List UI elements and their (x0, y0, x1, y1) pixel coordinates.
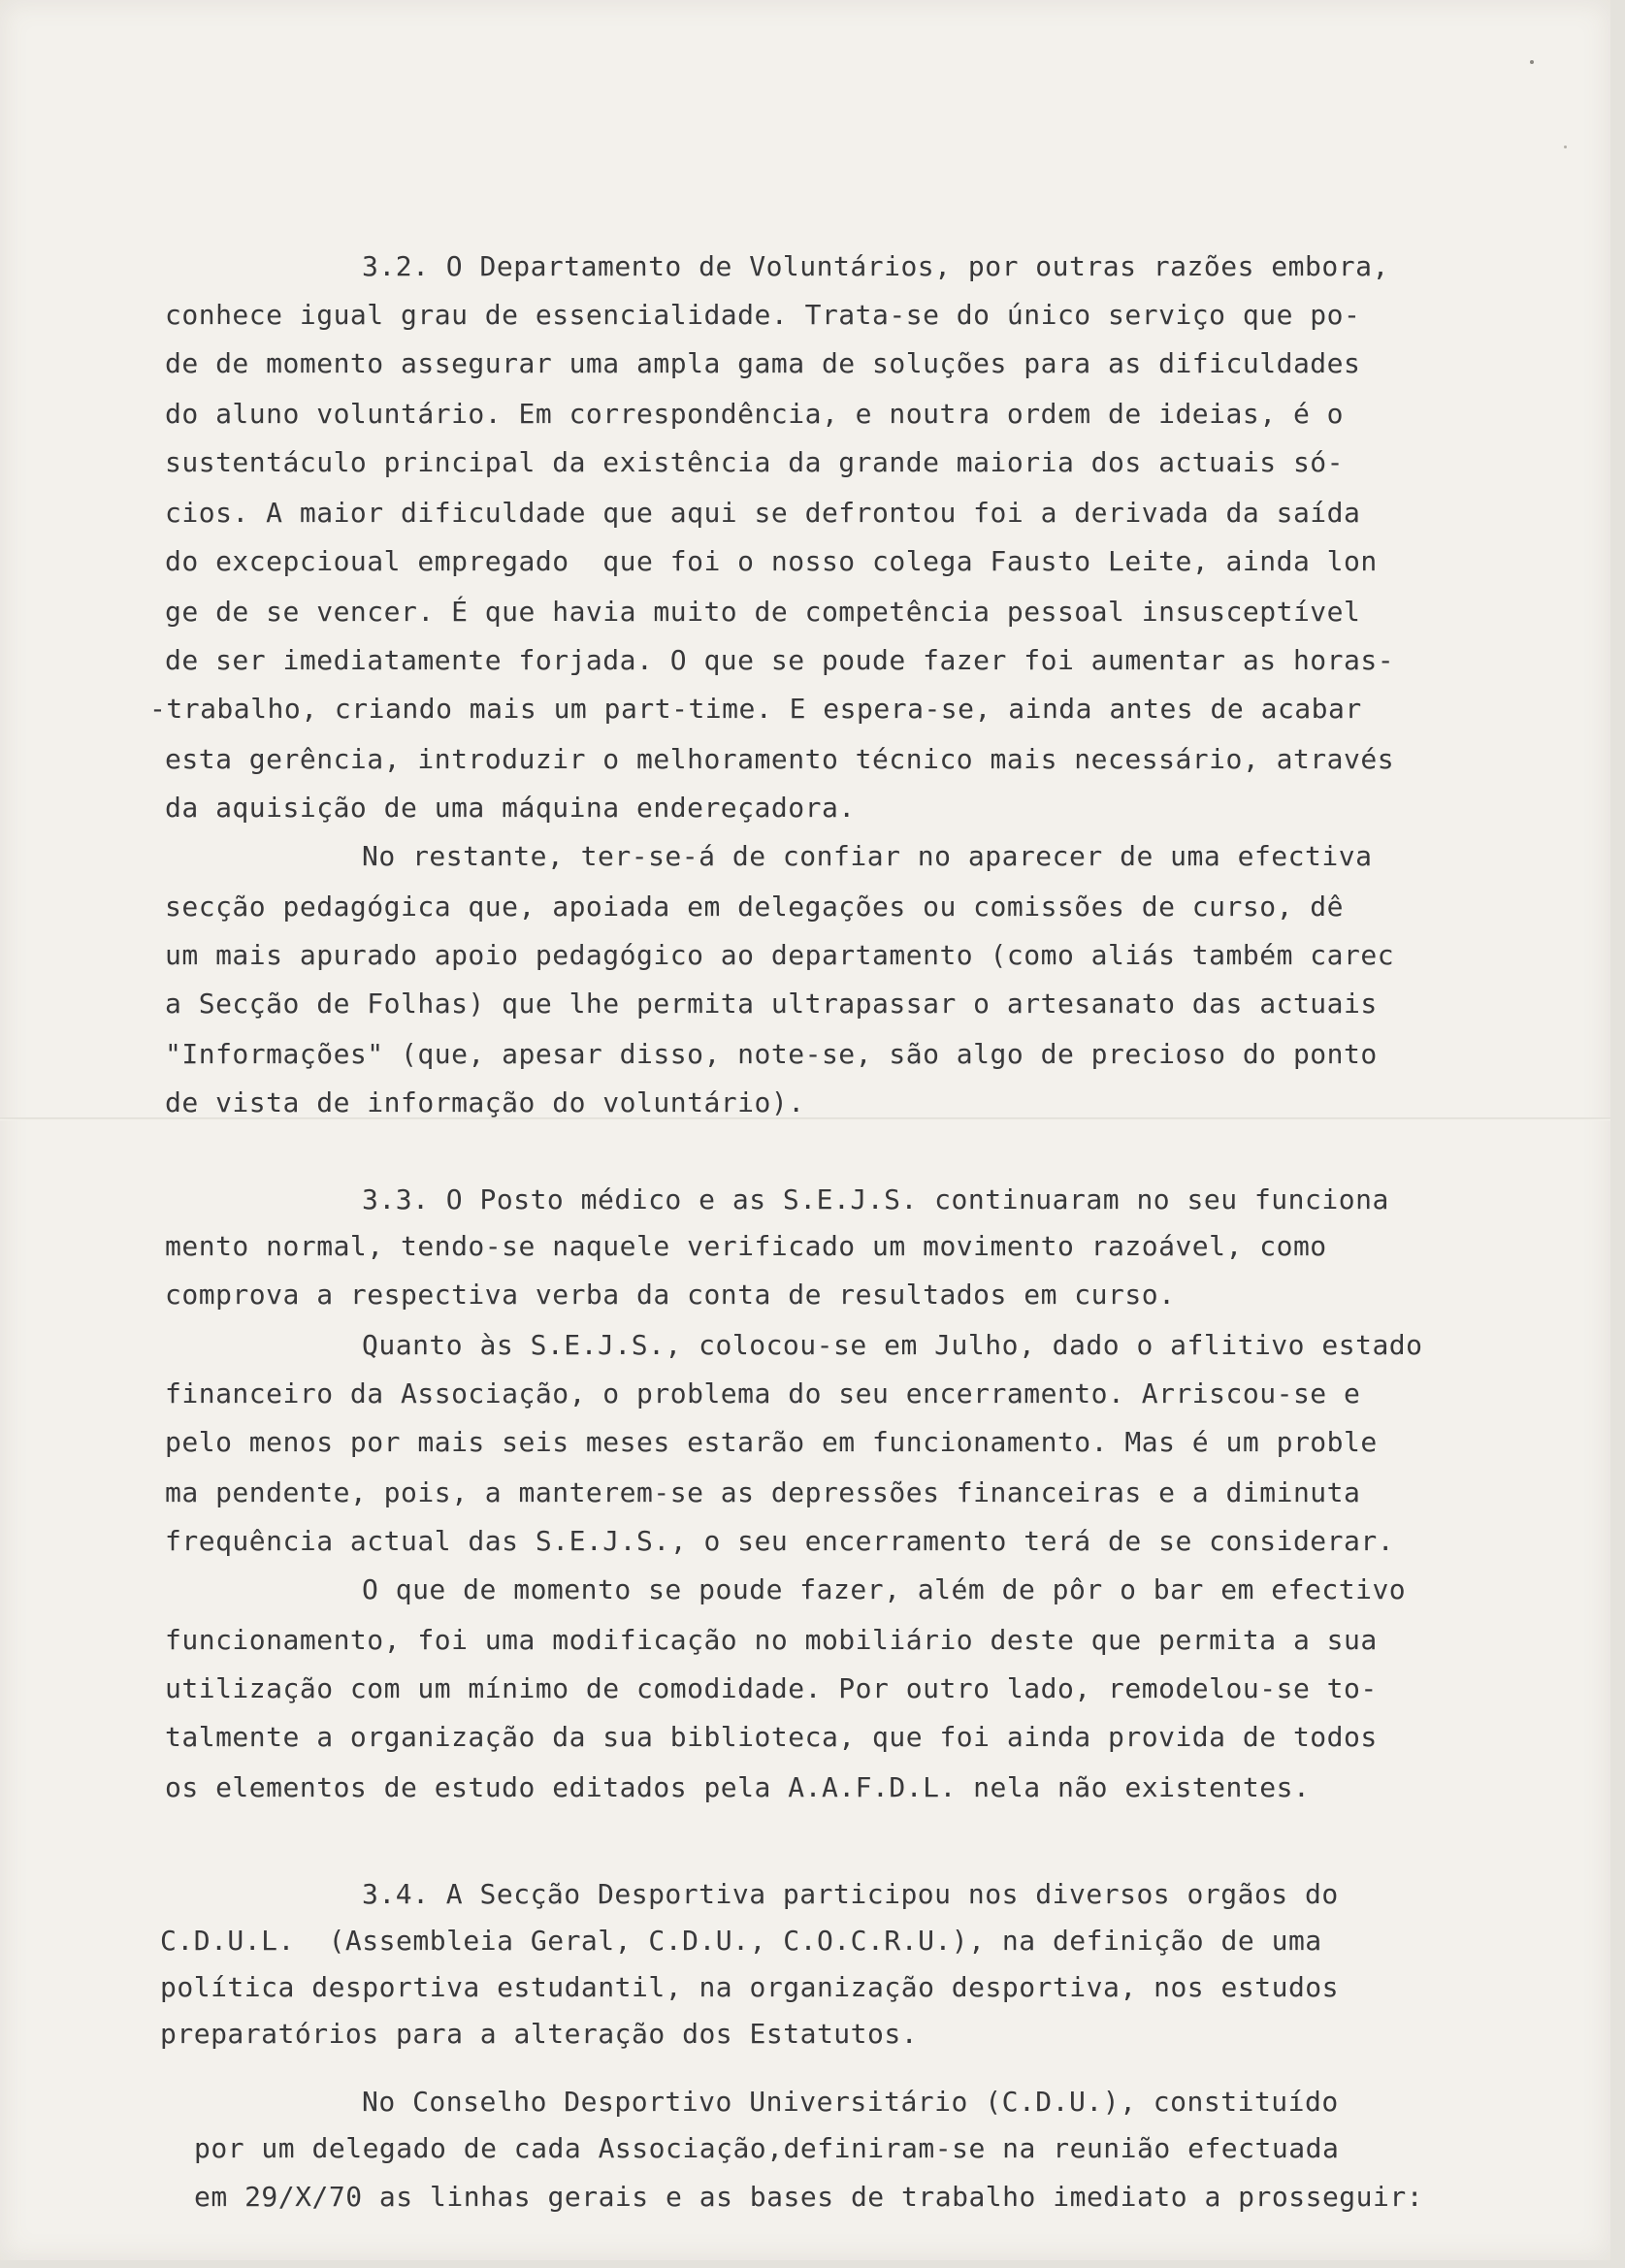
paragraph-line: ge de se vencer. É que havia muito de competência pessoal insusceptível (165, 596, 1361, 628)
paragraph-line: 3.4. A Secção Desportiva participou nos diversos orgãos do (362, 1878, 1339, 1910)
paragraph-line: em 29/X/70 as linhas gerais e as bases de trabalho imediato a prosseguir: (194, 2181, 1424, 2213)
ink-speck (1564, 146, 1567, 148)
paragraph-line: de vista de informação do voluntário). (165, 1086, 805, 1118)
paragraph-line: política desportiva estudantil, na organização desportiva, nos estudos (160, 1971, 1340, 2003)
ink-speck (1530, 60, 1534, 64)
paragraph-line: funcionamento, foi uma modificação no mobiliário deste que permita a sua (165, 1624, 1378, 1656)
paragraph-line: do excepcioual empregado que foi o nosso colega Fausto Leite, ainda lon (165, 545, 1378, 577)
paragraph-line: frequência actual das S.E.J.S., o seu encerramento terá de se considerar. (165, 1525, 1395, 1557)
paragraph-line: secção pedagógica que, apoiada em delegações ou comissões de curso, dê (165, 891, 1345, 923)
paragraph-line: Quanto às S.E.J.S., colocou-se em Julho, dado o aflitivo estado (362, 1329, 1423, 1361)
paragraph-line: a Secção de Folhas) que lhe permita ultrapassar o artesanato das actuais (165, 988, 1378, 1020)
paragraph-line: pelo menos por mais seis meses estarão em funcionamento. Mas é um proble (165, 1426, 1378, 1458)
paragraph-line: os elementos de estudo editados pela A.A.F.D.L. nela não existentes. (165, 1771, 1311, 1803)
paragraph-line: 3.2. O Departamento de Voluntários, por outras razões embora, (362, 250, 1389, 282)
paragraph-line: comprova a respectiva verba da conta de resultados em curso. (165, 1279, 1176, 1311)
paragraph-line: No Conselho Desportivo Universitário (C.D.U.), constituído (362, 2086, 1339, 2118)
paragraph-line: do aluno voluntário. Em correspondência, e noutra ordem de ideias, é o (165, 398, 1345, 430)
paragraph-line: No restante, ter-se-á de confiar no aparecer de uma efectiva (362, 840, 1373, 872)
paragraph-line: da aquisição de uma máquina endereçadora. (165, 792, 856, 824)
paragraph-line: mento normal, tendo-se naquele verificado um movimento razoável, como (165, 1230, 1327, 1262)
paragraph-line: sustentáculo principal da existência da grande maioria dos actuais só- (165, 446, 1345, 478)
paragraph-line: um mais apurado apoio pedagógico ao departamento (como aliás também carec (165, 939, 1395, 971)
paragraph-line: financeiro da Associação, o problema do seu encerramento. Arriscou-se e (165, 1377, 1361, 1409)
paragraph-line: de ser imediatamente forjada. O que se poude fazer foi aumentar as horas- (165, 644, 1395, 676)
paragraph-line: utilização com um mínimo de comodidade. Por outro lado, remodelou-se to- (165, 1672, 1378, 1704)
paragraph-line: O que de momento se poude fazer, além de pôr o bar em efectivo (362, 1573, 1407, 1605)
paragraph-line: talmente a organização da sua biblioteca, que foi ainda provida de todos (165, 1721, 1378, 1753)
paragraph-line: por um delegado de cada Associação,definiram-se na reunião efectuada (194, 2132, 1340, 2164)
paragraph-line: cios. A maior dificuldade que aqui se defrontou foi a derivada da saída (165, 497, 1361, 529)
paragraph-line: ma pendente, pois, a manterem-se as depressões financeiras e a diminuta (165, 1476, 1361, 1508)
paragraph-line: "Informações" (que, apesar disso, note-se, são algo de precioso do ponto (165, 1038, 1378, 1070)
paragraph-line: de de momento assegurar uma ampla gama de soluções para as dificuldades (165, 347, 1361, 379)
paragraph-line: preparatórios para a alteração dos Estatutos. (160, 2018, 919, 2050)
paragraph-line: C.D.U.L. (Assembleia Geral, C.D.U., C.O.C.R.U.), na definição de uma (160, 1925, 1322, 1957)
paragraph-line: 3.3. O Posto médico e as S.E.J.S. continuaram no seu funciona (362, 1183, 1389, 1215)
paragraph-line: esta gerência, introduzir o melhoramento técnico mais necessário, através (165, 743, 1395, 775)
paragraph-line: conhece igual grau de essencialidade. Trata-se do único serviço que po- (165, 299, 1361, 331)
paragraph-line: -trabalho, criando mais um part-time. E espera-se, ainda antes de acabar (149, 693, 1362, 725)
